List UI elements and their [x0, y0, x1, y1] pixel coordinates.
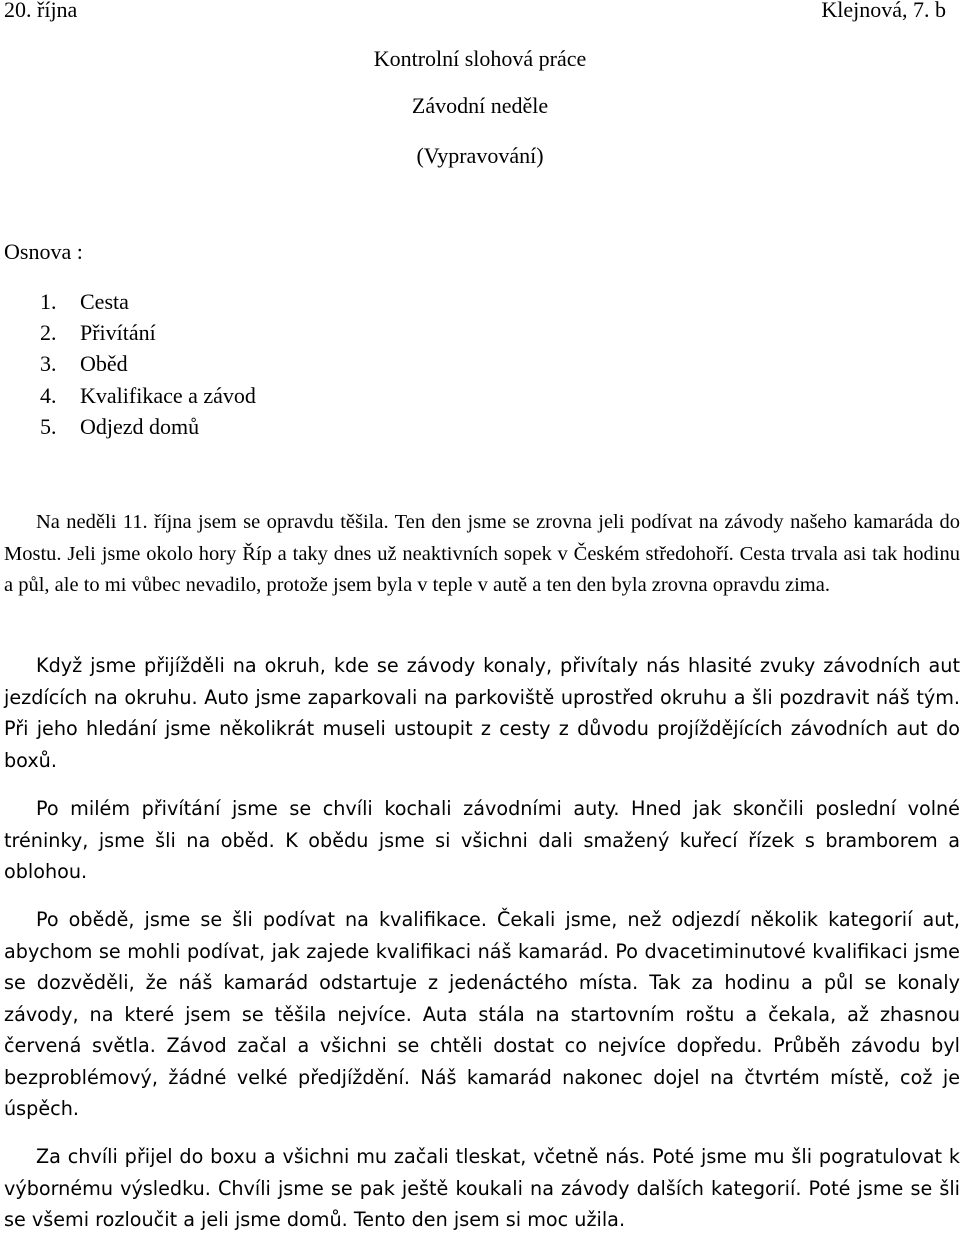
paragraph-welcome: Když jsme přijížděli na okruh, kde se závody konaly, přivítaly nás hlasité zvuky závodních aut jezdících na okruhu. Auto jsme zaparkovali na parkoviště uprostřed okruhu a šli pozdravit náš tým. Při jeho hledání jsme několikrát museli ustoupit z cesty z důvodu projíždějících závodních aut do boxů. — [4, 654, 960, 772]
document-title: Závodní neděle — [411, 93, 549, 118]
outline-item-text: Přivítání — [80, 320, 156, 346]
outline-item-number: 5. — [40, 413, 57, 439]
author-class: Klejnová, 7. b — [821, 0, 946, 22]
outline-label: Osnova : — [4, 239, 83, 264]
outline-item-number: 4. — [40, 382, 57, 408]
document-type: Kontrolní slohová práce — [373, 46, 587, 71]
paragraph-journey: Na neděli 11. října jsem se opravdu těšila. Ten den jsme se zrovna jeli podívat na závody našeho kamaráda do Mostu. Jeli jsme okolo hory Říp a taky dnes už neaktivních sopek v Českém středohoří. Cesta trvala asi tak hodinu a půl, ale to mi vůbec nevadilo, protože jsem byla v teple v autě a ten den byla zrovna opravdu zima. — [4, 511, 960, 596]
paragraph-race: Po obědě, jsme se šli podívat na kvalifikace. Čekali jsme, než odjezdí několik kategorií aut, abychom se mohli podívat, jak zajede kvalifikaci náš kamarád. Po dvacetiminutové kvalifikaci jsme se dozvěděli, že náš kamarád odstartuje z jedenáctého místa. Tak za hodinu a půl se konaly závody, na které jsem se těšila nejvíce. Auta stála na startovním roštu a čekala, až zhasnou červená světla. Závod začal a všichni se chtěli dostat co nejvíce dopředu. Průběh závodu byl bezproblémový, žádné velké předjíždění. Náš kamarád nakonec dojel na čtvrtém místě, což je úspěch. — [4, 908, 960, 1120]
date: 20. října — [4, 0, 78, 22]
document-genre: (Vypravování) — [416, 143, 544, 168]
paragraph-lunch: Po milém přivítání jsme se chvíli kochali závodními auty. Hned jak skončili poslední volné tréninky, jsme šli na oběd. K obědu jsme si všichni dali smažený kuřecí řízek s bramborem a oblohou. — [4, 797, 960, 883]
outline-item-text: Cesta — [80, 289, 129, 314]
outline-item-number: 2. — [40, 320, 57, 346]
outline-item-number: 3. — [40, 351, 57, 377]
outline-item-number: 1. — [40, 289, 57, 314]
header — [4, 0, 946, 26]
outline-item-text: Kvalifikace a závod — [80, 382, 256, 408]
outline-item-text: Oběd — [80, 351, 128, 377]
outline-item-text: Odjezd domů — [80, 413, 200, 439]
paragraph-departure: Za chvíli přijel do boxu a všichni mu začali tleskat, včetně nás. Poté jsme mu šli pogratulovat k výbornému výsledku. Chvíli jsme se pak ještě koukali na závody dalších kategorií. Poté jsme se šli se všemi rozloučit a jeli jsme domů. Tento den jsem si moc užila. — [4, 1145, 960, 1231]
